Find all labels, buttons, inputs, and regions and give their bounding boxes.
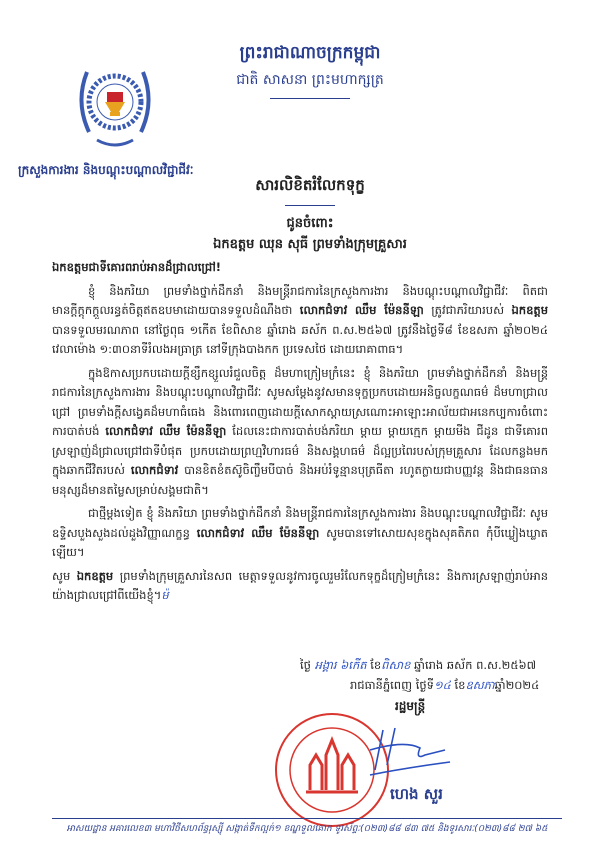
- handwritten-initial: ម៉: [161, 588, 169, 602]
- title-text: លោកជំទាវ: [130, 463, 179, 477]
- title-text: ឯកឧត្តម: [511, 303, 548, 317]
- text: ឆ្នាំ២០២៤: [494, 678, 540, 692]
- text: ឆ្នាំរោង ឆស័ក ព.ស.២៥៦៧: [414, 658, 537, 672]
- paragraph-3: [52, 504, 548, 563]
- footer-divider: [52, 818, 562, 819]
- handwritten-day: អង្គារ ៦កើត: [314, 658, 367, 672]
- text: រាជធានីភ្នំពេញ ថ្ងៃទី: [350, 678, 434, 692]
- solar-date: [350, 678, 539, 695]
- ministry-name: ក្រសួងការងារ និងបណ្តុះបណ្តាលវិជ្ជាជីវៈ: [18, 163, 194, 177]
- ornament-divider: [285, 205, 335, 206]
- footer-address: អាសយដ្ឋាន អគារលេខ៣ មហាវិថីសហព័ន្ធរុស្ស៊ី សង្កាត់ទឹកល្អក់១ ខណ្ឌទួលគោក ទូរស័ព្ទៈ(០២៣)៨៨ ៨៣ ៧៥ និងទូរសារៈ(០២៣)៨៨ ២៧ ៦៥: [66, 824, 548, 834]
- text: ថ្ងៃ: [300, 658, 311, 672]
- letter-title: សារលិខិតរំលែកទុក្ខ: [255, 176, 365, 194]
- text: សូម: [52, 568, 77, 583]
- deceased-name: លោកជំទាវ ឈឹម ម៉ែននីឡា: [196, 525, 320, 540]
- text: ជាថ្មីម្តងទៀត ខ្ញុំ និងភរិយា ព្រមទាំងថ្នាក់ដឹកនាំ និងមន្ត្រីរាជការនៃក្រសួងការងារ និងបណ្តុះបណ្តាលវិជ្ជាជីវៈ សូមឧទ្ទិសបួងសួងដល់ដួងវិញ្ញាណក្ខន្ធ: [52, 506, 548, 540]
- handwritten-signature: [365, 720, 455, 780]
- text: ខែ: [454, 678, 466, 692]
- text: ដែលនេះជាការបាត់បង់ភរិយា ម្តាយ ម្តាយក្មេក ម្តាយមីង ជីដូន ជាទីគោរពស្រឡាញ់ដ៏ជ្រាលជ្រៅជាទីបំផុត ប្រកបដោយព្រហ្មវិហារធម៌ និងសង្គហធម៌ ដ៏ល្អប្រពៃរបស់ក្រុមគ្រួសារ ដែលកន្លងមកក្នុងឆាកជីវិតរបស់: [52, 424, 549, 477]
- handwritten-month: ឧសភា: [465, 678, 495, 692]
- handwritten-date: ១៤: [433, 678, 451, 692]
- kingdom-heading: ព្រះរាជាណាចក្រកម្ពុជា: [239, 43, 381, 63]
- paragraph-1: [52, 282, 548, 360]
- salutation: ឯកឧត្តមជាទីគោរពរាប់អានដ៏ជ្រាលជ្រៅ!: [52, 260, 222, 274]
- lunar-date: [300, 658, 536, 675]
- deceased-name: លោកជំទាវ ឈឹម ម៉ែននីឡា: [105, 424, 227, 438]
- text: ខែ: [370, 658, 382, 672]
- national-motto: ជាតិ សាសនា ព្រះមហាក្សត្រ: [236, 72, 384, 88]
- text: បានទទួលមរណភាព នៅថ្ងៃពុធ ១កើត ខែពិសាខ ឆ្នាំរោង ឆស័ក ព.ស.២៥៦៧ ត្រូវនឹងថ្ងៃទី៨ ខែឧសភា ឆ្នាំ២០២៤ វេលាម៉ោង ១:៣០នាទីរំលងអធ្រាត្រ នៅទីក្រុងបាងកក ប្រទេសថៃ ដោយរោគាពាធ។: [52, 322, 548, 356]
- letter-body: [52, 258, 548, 610]
- paragraph-4: [52, 567, 548, 606]
- text: សូមបានទៅសោយសុខក្នុងសុគតិភព កុំបីឃ្លៀងឃ្លាតឡើយ។: [52, 525, 548, 559]
- ministry-logo: [75, 52, 155, 152]
- text: ខ្ញុំ និងភរិយា ព្រមទាំងថ្នាក់ដឹកនាំ និងមន្ត្រីរាជការនៃក្រសួងការងារ និងបណ្តុះបណ្តាលវិជ្ជាជីវៈ ពិតជាមានក្តីក្តុកក្តួលរន្ធត់ចិត្តឥតឧបមាដោយបានទទួលដំណឹងថា: [52, 283, 548, 317]
- paragraph-2: [52, 364, 548, 501]
- text: ព្រមទាំងក្រុមគ្រួសារនៃសព មេត្តាទទួលនូវការចូលរួមរំលែកទុក្ខដ៏ក្រៀមក្រំនេះ និងការស្រឡាញ់រាប់អានយ៉ាងជ្រាលជ្រៅពីយើងខ្ញុំ។: [52, 568, 549, 602]
- recipient: ឯកឧត្តម ឈុន សុធី ព្រមទាំងក្រុមគ្រួសារ: [213, 237, 407, 252]
- title-text: ឯកឧត្តម: [76, 568, 114, 583]
- handwritten-month: ពិសាខ: [381, 658, 411, 672]
- signer-name: ហេង សួរ: [390, 785, 443, 803]
- text: ត្រូវជាភរិយារបស់: [423, 303, 512, 317]
- text: បានខិតខំតស៊ូចិញ្ចឹមបីបាច់ និងអប់រំទូន្មានបុត្រធីតា រហូតក្លាយជាបញ្ញវន្ត និងជាធនធានមនុស្សដ៏មានតម្លៃសម្រាប់សង្គមជាតិ។: [52, 463, 549, 497]
- ornament-divider: [270, 98, 350, 99]
- text: ក្នុងឱកាសប្រកបដោយក្តីខ្សឹកខ្សួលរំជួលចិត្ត ដ៏មហាក្រៀមក្រំនេះ ខ្ញុំ និងភរិយា ព្រមទាំងថ្នាក់ដឹកនាំ និងមន្ត្រីរាជការនៃក្រសួងការងារ និងបណ្តុះបណ្តាលវិជ្ជាជីវៈ សូមសម្តែងនូវសមានទុក្ខប្រកបដោយអនិច្ចលក្ខណធម៌ ដ៏មហាជ្រាលជ្រៅ ព្រមទាំងក្តីសង្វេគដ៏មហាធំធេង និងពោរពេញដោយក្តីសោកស្តាយស្រណោះអាឡោះអាល័យជាអនេកប្បការចំពោះការបាត់បង់: [52, 365, 548, 438]
- deceased-name: លោកជំទាវ ឈឹម ម៉ែននីឡា: [299, 303, 424, 317]
- to-label: ជូនចំពោះ: [286, 216, 334, 231]
- signer-role: រដ្ឋមន្ត្រី: [395, 699, 426, 713]
